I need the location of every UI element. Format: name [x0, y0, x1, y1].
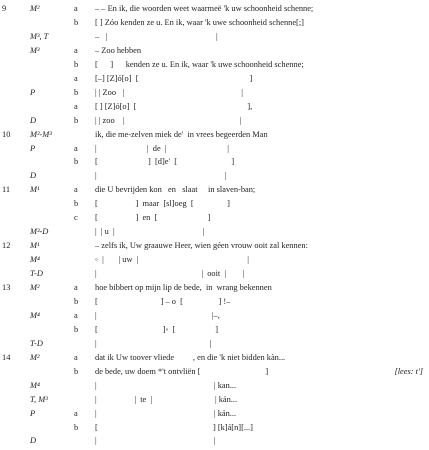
- collation-row: [0, 87, 429, 98]
- variant-letter: a: [74, 45, 78, 55]
- collation-row: [0, 394, 429, 405]
- collation-row: [0, 240, 429, 251]
- variant-text: [ ] en [ ]: [95, 213, 211, 223]
- witness-siglum: P: [30, 408, 36, 418]
- witness-siglum: M²: [30, 4, 40, 13]
- collation-row: [0, 268, 429, 279]
- collation-row: [0, 3, 429, 14]
- witness-siglum: D: [30, 115, 37, 125]
- witness-siglum: M¹: [30, 185, 40, 195]
- line-number: 10: [2, 129, 11, 139]
- variant-text: ik, die me-zelven miek de' in vrees begeerden Man: [95, 129, 268, 139]
- variant-letter: a: [74, 352, 78, 362]
- collation-row: [0, 59, 429, 70]
- variant-text: [ ] [k]á[n][...]: [95, 422, 253, 432]
- line-number: 13: [2, 283, 11, 292]
- variant-text: [–] [Z]ó[o] [ ]: [95, 73, 253, 83]
- variant-letter: b: [74, 17, 79, 27]
- collation-row: [0, 198, 429, 209]
- witness-siglum: P: [30, 87, 36, 97]
- variant-letter: b: [74, 324, 79, 334]
- collation-row: [0, 435, 429, 446]
- variant-letter: a: [74, 310, 78, 320]
- witness-siglum: M³-D: [30, 227, 49, 237]
- line-number: 11: [2, 185, 11, 195]
- collation-row: [0, 422, 429, 433]
- witness-siglum: M³: [30, 45, 40, 55]
- witness-siglum: D: [30, 171, 37, 181]
- variant-text: | | zoo | |: [95, 115, 242, 125]
- variant-text: [ ] – o [ ] !–: [95, 296, 231, 306]
- collation-row: [0, 17, 429, 28]
- variant-text: [ ] [Z]ó[o] [ ],: [95, 101, 253, 111]
- witness-siglum: M²: [30, 352, 40, 362]
- collation-row: [0, 324, 429, 335]
- witness-siglum: M⁴: [30, 255, 40, 265]
- collation-row: [0, 45, 429, 56]
- collation-row: [0, 212, 429, 223]
- collation-row: [0, 226, 429, 237]
- variant-text: – zelfs ik, Uw graauwe Heer, wien géen vrouw ooit zal kennen:: [95, 241, 308, 251]
- variant-text: | |: [95, 171, 227, 181]
- variant-letter: b: [74, 115, 79, 125]
- variant-letter: b: [74, 87, 79, 97]
- witness-siglum: M⁴: [30, 380, 40, 390]
- variant-text: [ ] kenden ze u. En ik, waar 'k uwe schoonheid schenne;: [95, 59, 304, 69]
- variant-text: hoe bibbert op mijn lip de bede, in wrang bekennen: [95, 283, 272, 292]
- variant-text: | | kán...: [95, 408, 237, 418]
- variant-letter: a: [74, 283, 78, 292]
- collation-row: [0, 101, 429, 112]
- collation-row: [0, 282, 429, 293]
- collation-row: [0, 380, 429, 391]
- variant-text: dat ik Uw toover vliede , en die 'k niet bidden kàn...: [95, 352, 286, 362]
- line-number: 12: [2, 241, 11, 251]
- witness-siglum: P: [30, 143, 36, 153]
- variant-text: [ ] Zóo kenden ze u. En ik, waar 'k uwe schoonheid schenne[;]: [95, 17, 304, 27]
- variant-text: [ ] [d]e' [ ]: [95, 157, 235, 167]
- collation-row: [0, 31, 429, 42]
- line-number: 9: [2, 4, 7, 13]
- variant-letter: a: [74, 143, 78, 153]
- collation-row: [0, 156, 429, 167]
- collation-row: [0, 73, 429, 84]
- witness-siglum: M²: [30, 283, 40, 292]
- variant-letter: c: [74, 213, 78, 223]
- variant-text: | | de | |: [95, 143, 229, 153]
- witness-siglum: T-D: [30, 338, 43, 348]
- variant-text: ◦ | | uw | |: [95, 255, 249, 265]
- collation-row: [0, 184, 429, 195]
- collation-row: [0, 143, 429, 154]
- variant-text: die U bevrijden kon en slaat in slaven-ban;: [95, 185, 256, 195]
- variant-letter: b: [74, 59, 79, 69]
- variant-letter: b: [74, 366, 79, 376]
- collation-row: [0, 296, 429, 307]
- variant-text: | | Zoo | |: [95, 87, 243, 97]
- collation-row: [0, 115, 429, 126]
- collation-row: [0, 338, 429, 349]
- variant-text: | |: [95, 436, 216, 446]
- variant-letter: b: [74, 199, 79, 209]
- variant-text: – Zoo hebben: [95, 45, 142, 55]
- witness-siglum: M⁴: [30, 310, 40, 320]
- collation-row: [0, 129, 429, 140]
- variant-letter: a: [74, 101, 78, 111]
- collation-row: [0, 170, 429, 181]
- variant-text: | | te | | kán...: [95, 394, 238, 404]
- variant-letter: a: [74, 4, 78, 13]
- variant-text: [ ] maar [sl]oeg [ ]: [95, 199, 230, 209]
- editorial-note: [lees: t']: [394, 366, 423, 376]
- variant-text: | | u | |: [95, 227, 205, 237]
- variant-text: – – En ik, die woorden weet waarmeë 'k uw schoonheid schenne;: [95, 4, 314, 13]
- witness-siglum: T-D: [30, 269, 43, 279]
- variant-text: | |: [95, 338, 212, 348]
- collation-row: [0, 254, 429, 265]
- collation-row: [0, 352, 429, 363]
- collation-row: [0, 408, 429, 419]
- variant-text: de bede, uw doem *'t ontvliën [ ]: [95, 366, 269, 376]
- variant-letter: b: [74, 296, 79, 306]
- variant-text: [ ]◦ [ ]: [95, 324, 218, 334]
- line-number: 14: [2, 352, 11, 362]
- witness-siglum: M³, T: [30, 31, 49, 41]
- variant-letter: a: [74, 408, 78, 418]
- witness-siglum: D: [30, 436, 37, 446]
- variant-text: – | |: [95, 31, 218, 41]
- variant-letter: a: [74, 185, 78, 195]
- variant-text: | |–,: [95, 310, 220, 320]
- collation-row: [0, 310, 429, 321]
- witness-siglum: T, M³: [30, 394, 48, 404]
- variant-letter: b: [74, 422, 79, 432]
- variant-letter: b: [74, 157, 79, 167]
- variant-text: | | kan...: [95, 380, 237, 390]
- collation-row: [0, 366, 429, 377]
- variant-text: | | ooit | |: [95, 269, 245, 279]
- witness-siglum: M²-M³: [30, 129, 52, 139]
- witness-siglum: M¹: [30, 241, 40, 251]
- variant-letter: a: [74, 73, 78, 83]
